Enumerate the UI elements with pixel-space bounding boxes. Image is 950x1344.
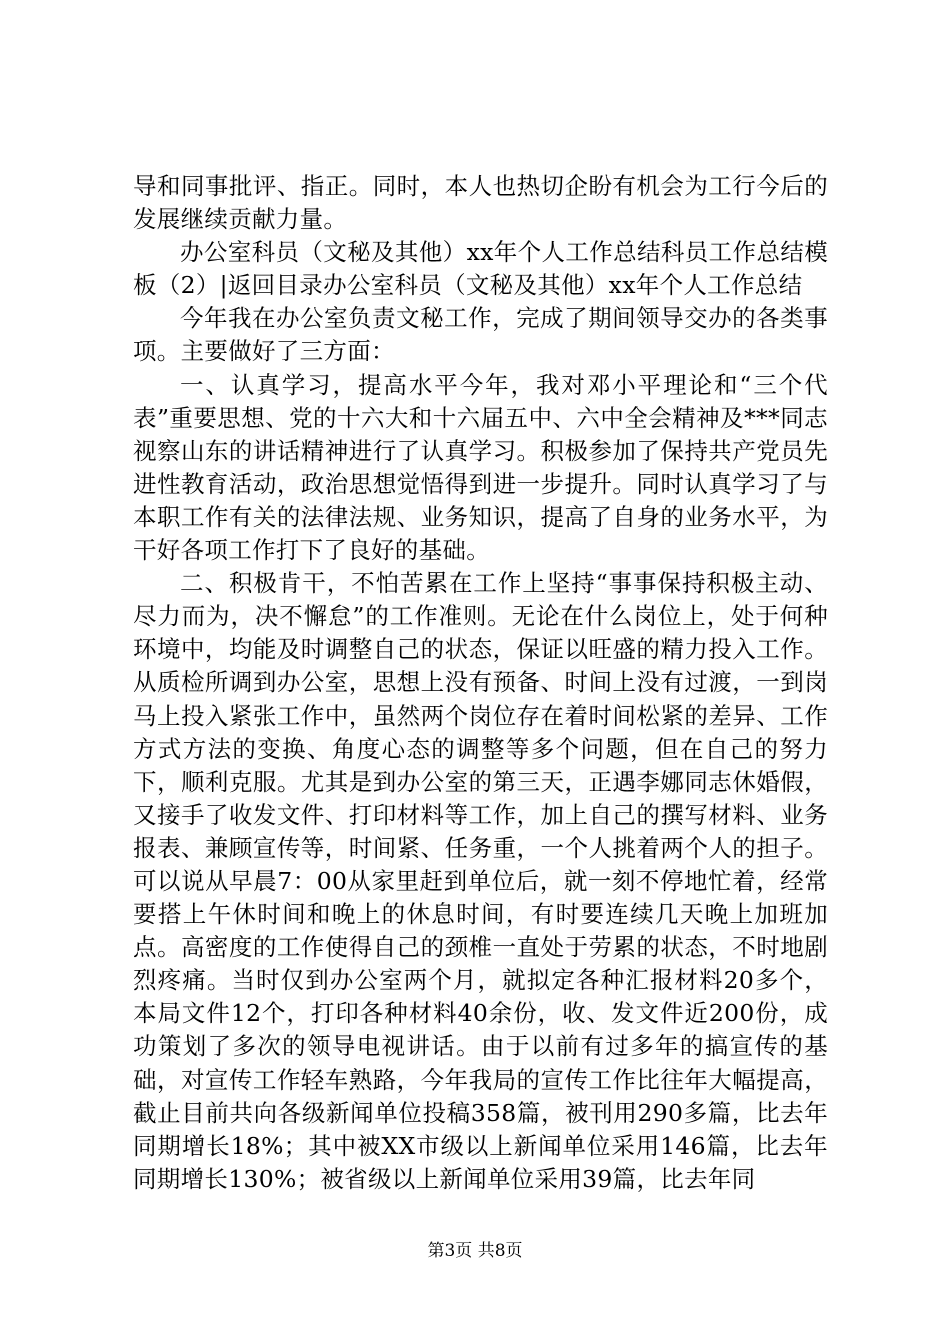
paragraph-1: 导和同事批评、指正。同时，本人也热切企盼有机会为工行今后的发展继续贡献力量。 <box>133 172 828 234</box>
paragraph-2: 办公室科员（文秘及其他）xx年个人工作总结科员工作总结模板（2）|返回目录办公室科员（文秘及其他）xx年个人工作总结 <box>133 238 828 300</box>
paragraph-4: 一、认真学习，提高水平今年，我对邓小平理论和“三个代表”重要思想、党的十六大和十六届五中、六中全会精神及***同志视察山东的讲话精神进行了认真学习。积极参加了保持共产党员先进性教育活动，政治思想觉悟得到进一步提升。同时认真学习了与本职工作有关的法律法规、业务知识，提高了自身的业务水平，为干好各项工作打下了良好的基础。 <box>133 370 828 565</box>
paragraph-5: 二、积极肯干，不怕苦累在工作上坚持“事事保持积极主动、尽力而为，决不懈怠”的工作准则。无论在什么岗位上，处于何种环境中，均能及时调整自己的状态，保证以旺盛的精力投入工作。从质检所调到办公室，思想上没有预备、时间上没有过渡，一到岗马上投入紧张工作中，虽然两个岗位存在着时间松紧的差异、工作方式方法的变换、角度心态的调整等多个问题，但在自己的努力下，顺利克服。尤其是到办公室的第三天，正遇李娜同志休婚假，又接手了收发文件、打印材料等工作，加上自己的撰写材料、业务报表、兼顾宣传等，时间紧、任务重，一个人挑着两个人的担子。可以说从早晨7：00从家里赶到单位后，就一刻不停地忙着，经常要搭上午休时间和晚上的休息时间，有时要连续几天晚上加班加点。高密度的工作使得自己的颈椎一直处于劳累的状态，不时地剧烈疼痛。当时仅到办公室两个月，就拟定各种汇报材料20多个，本局文件12个，打印各种材料40余份，收、发文件近200份，成功策划了多次的领导电视讲话。由于以前有过多年的搞宣传的基础，对宣传工作轻车熟路，今年我局的宣传工作比往年大幅提高，截止目前共向各级新闻单位投稿358篇，被刊用290多篇，比去年同期增长18%；其中被XX市级以上新闻单位采用146篇，比去年同期增长130%；被省级以上新闻单位采用39篇，比去年同 <box>133 569 828 1193</box>
page-number-footer: 第3页 共8页 <box>427 1241 523 1261</box>
paragraph-3: 今年我在办公室负责文秘工作，完成了期间领导交办的各类事项。主要做好了三方面： <box>133 304 828 366</box>
document-body <box>133 170 828 1196</box>
